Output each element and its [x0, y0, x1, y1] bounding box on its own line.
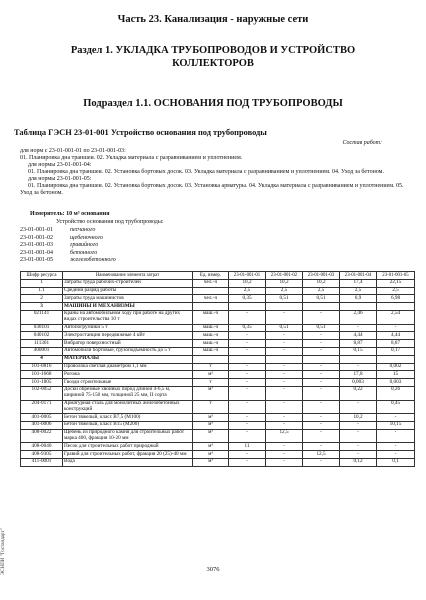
row-name: Затраты труда машинистов [63, 295, 193, 303]
table-row [21, 429, 415, 443]
row-value: - [229, 310, 266, 324]
row-value: - [229, 332, 266, 340]
section-title: Раздел 1. УКЛАДКА ТРУБОПРОВОДОВ И УСТРОЙСТВО КОЛЛЕКТОРОВ [70, 45, 356, 69]
row-unit: м² [193, 371, 229, 379]
row-value: 0,003 [340, 379, 377, 387]
table-row [21, 332, 415, 340]
norm-variant-name: бетонного [70, 249, 98, 256]
row-code: 204-0171 [21, 400, 63, 414]
row-value: - [229, 400, 266, 414]
row-value: - [229, 451, 266, 459]
row-value: 0,22 [340, 386, 377, 400]
row-value: - [266, 363, 303, 371]
row-value: - [229, 414, 266, 422]
row-value: 2,5 [340, 287, 377, 295]
row-value: 10,2 [229, 279, 266, 287]
row-value: 10,15 [377, 421, 415, 429]
page-number: 3076 [206, 566, 220, 573]
row-value: - [266, 400, 303, 414]
table-row [21, 324, 415, 332]
header-code: Шифр ресурса [21, 272, 63, 280]
row-value: 4,44 [340, 332, 377, 340]
header-norm-col: 23-01-001-03 [303, 272, 340, 280]
row-value [303, 303, 340, 311]
row-value: - [266, 340, 303, 348]
table-section-row [21, 355, 415, 363]
row-value: - [303, 414, 340, 422]
header-norm-col: 23-01-001-02 [266, 272, 303, 280]
row-value: 0,12 [340, 458, 377, 466]
row-value: - [340, 421, 377, 429]
row-unit [193, 355, 229, 363]
table-row [21, 287, 415, 295]
work-line: для норм с 23-01-001-01 по 23-01-001-03: [20, 148, 126, 154]
row-value: 11 [229, 443, 266, 451]
header-unit: Ед. измер. [193, 272, 229, 280]
row-value: - [340, 400, 377, 414]
row-value: 0,17 [377, 347, 415, 355]
header-name: Наименование элемента затрат [63, 272, 193, 280]
row-code: 401-0006 [21, 421, 63, 429]
header-norm-col: 23-01-001-04 [340, 272, 377, 280]
row-name: Краны на автомобильном ходу при работе на других видах строительства 10 т [63, 310, 193, 324]
row-value: 0,002 [377, 363, 415, 371]
row-code: 1.1 [21, 287, 63, 295]
row-code: 2 [21, 295, 63, 303]
norm-variants-list [20, 227, 116, 265]
row-value: - [377, 414, 415, 422]
row-name: МАТЕРИАЛЫ [63, 355, 193, 363]
row-unit: м³ [193, 458, 229, 466]
row-code: 040102 [21, 332, 63, 340]
norm-variant [20, 242, 116, 250]
row-value: - [340, 429, 377, 443]
row-value: 0,35 [229, 324, 266, 332]
row-name: Автопогрузчики 5 т [63, 324, 193, 332]
row-value: 6,98 [377, 295, 415, 303]
row-value: 2,5 [303, 287, 340, 295]
row-value: 0,26 [377, 386, 415, 400]
table-row [21, 451, 415, 459]
norm-variant-name: щебеночного [70, 234, 103, 241]
row-value: 0,35 [229, 295, 266, 303]
row-code: 401-0005 [21, 414, 63, 422]
row-value: - [303, 421, 340, 429]
row-value: - [266, 371, 303, 379]
row-unit: м³ [193, 421, 229, 429]
norms-table [20, 271, 415, 467]
row-name: Проволока светлая диаметром 1,1 мм [63, 363, 193, 371]
foundation-caption: Устройство основания под трубопроводы: [56, 219, 164, 225]
row-code: 3 [21, 303, 63, 311]
row-value: 2,5 [377, 287, 415, 295]
work-composition-label: Состав работ: [342, 140, 382, 146]
norm-variant-code: 23-01-001-05 [20, 257, 53, 264]
row-name: МАШИНЫ И МЕХАНИЗМЫ [63, 303, 193, 311]
row-name: Песок для строительных работ природный [63, 443, 193, 451]
table-row [21, 386, 415, 400]
row-unit [193, 303, 229, 311]
row-value [229, 303, 266, 311]
row-unit: м³ [193, 414, 229, 422]
row-code: 408-0040 [21, 443, 63, 451]
row-value: 6,9 [340, 295, 377, 303]
row-code: 408-0022 [21, 429, 63, 443]
row-unit [193, 287, 229, 295]
row-unit: м³ [193, 443, 229, 451]
measure-unit: Измеритель: 10 м³ основания [30, 211, 110, 217]
row-code: 021141 [21, 310, 63, 324]
row-value: - [266, 386, 303, 400]
row-unit: маш.-ч [193, 324, 229, 332]
norm-variant-code: 23-01-001-03 [20, 242, 53, 249]
work-line: 01. Планировка дна траншеи. 02. Укладка материала с разравниванием и уплотнением. [20, 155, 243, 161]
row-value: - [266, 458, 303, 466]
table-row [21, 295, 415, 303]
table-row [21, 371, 415, 379]
row-name: Щебень из природного камня для строительных работ марка 400, фракция 10-20 мм [63, 429, 193, 443]
table-row [21, 400, 415, 414]
row-value: - [303, 310, 340, 324]
row-value: - [303, 429, 340, 443]
row-value: - [303, 443, 340, 451]
row-value [340, 355, 377, 363]
row-unit: чел.-ч [193, 279, 229, 287]
row-value: - [266, 379, 303, 387]
header-norm-col: 23-01-001-01 [229, 272, 266, 280]
row-value: - [229, 379, 266, 387]
row-code: 101-1668 [21, 371, 63, 379]
row-value [377, 303, 415, 311]
row-value: - [340, 324, 377, 332]
row-value: 0,51 [266, 295, 303, 303]
row-value [303, 355, 340, 363]
table-row [21, 363, 415, 371]
row-value: 10,2 [303, 279, 340, 287]
row-value: 4,44 [377, 332, 415, 340]
row-value: - [303, 371, 340, 379]
row-value [340, 303, 377, 311]
norm-variant-code: 23-01-001-02 [20, 234, 53, 241]
row-unit: м³ [193, 429, 229, 443]
row-unit: т [193, 400, 229, 414]
row-code: 408-9305 [21, 451, 63, 459]
row-code: 1 [21, 279, 63, 287]
work-line: 01. Планировка дна траншеи. 02. Установка бортовых досок. 03. Укладка материала с разравниванием и уплотнением. 04. Уход за бетоном. [28, 169, 384, 175]
row-value: - [303, 332, 340, 340]
table-row [21, 443, 415, 451]
work-line: для нормы 23-01-001-04: [28, 162, 92, 168]
norm-variant-name: железобетонного [70, 257, 116, 264]
row-value: - [266, 451, 303, 459]
row-value [229, 355, 266, 363]
table-row [21, 347, 415, 355]
row-name: Гвозди строительные [63, 379, 193, 387]
row-value: - [377, 443, 415, 451]
row-value: 8,87 [340, 340, 377, 348]
table-row [21, 310, 415, 324]
row-value [266, 303, 303, 311]
row-unit: маш.-ч [193, 310, 229, 324]
row-unit: м³ [193, 451, 229, 459]
row-value: - [229, 347, 266, 355]
row-name: Доски обрезные хвойных пород длиной 4-6,5 м, шириной 75-150 мм, толщиной 25 мм, II сорта [63, 386, 193, 400]
norm-variant-name: гравийного [70, 242, 99, 249]
subsection-title: Подраздел 1.1. ОСНОВАНИЯ ПОД ТРУБОПРОВОДЫ [83, 98, 343, 109]
row-value: 2,5 [229, 287, 266, 295]
row-name: Гравий для строительных работ, фракция 20 (25)-40 мм [63, 451, 193, 459]
row-value: - [303, 347, 340, 355]
work-line: 01. Планировка дна траншеи. 02. Установка бортовых досок. 03. Установка арматуры. 04. Укладка материала с разравниванием и уплотнением. 05. Уход за бетоном. [20, 183, 404, 196]
row-value: - [229, 363, 266, 371]
row-value: 10,2 [340, 414, 377, 422]
row-unit: маш.-ч [193, 347, 229, 355]
row-value: 15 [377, 371, 415, 379]
norm-variant [20, 227, 116, 235]
norm-variant-code: 23-01-001-04 [20, 249, 53, 256]
row-value: 0,15 [340, 347, 377, 355]
row-code: 101-1805 [21, 379, 63, 387]
row-value: - [229, 371, 266, 379]
row-value: 17,8 [340, 371, 377, 379]
row-unit: чел.-ч [193, 295, 229, 303]
side-stamp: ЭСНПИ "Гостандарт" [1, 528, 6, 575]
row-value: 0,003 [377, 379, 415, 387]
row-code: 411-0001 [21, 458, 63, 466]
row-value: - [340, 451, 377, 459]
work-line: для нормы 23-01-001-05: [28, 176, 92, 182]
row-value: 2,5 [266, 287, 303, 295]
row-name: Бетон тяжелый, класс В7,5 (М100) [63, 414, 193, 422]
row-value: - [377, 451, 415, 459]
part-title: Часть 23. Канализация - наружные сети [117, 14, 309, 25]
norm-variant-code: 23-01-001-01 [20, 227, 53, 233]
row-value: - [377, 324, 415, 332]
row-value: 2,54 [377, 310, 415, 324]
work-composition-text [20, 148, 414, 197]
row-code: 101-0816 [21, 363, 63, 371]
row-value: - [266, 421, 303, 429]
row-value: 22,15 [377, 279, 415, 287]
row-name: Арматурная сталь для монолитных железобетонных конструкций [63, 400, 193, 414]
row-value: 2,46 [340, 310, 377, 324]
row-value: 12,5 [266, 429, 303, 443]
row-value: - [229, 421, 266, 429]
row-value: - [229, 340, 266, 348]
row-value: - [303, 386, 340, 400]
row-name: Автомобили бортовые, грузоподъемность до 5 т [63, 347, 193, 355]
row-value [266, 355, 303, 363]
row-name: Вода [63, 458, 193, 466]
row-name: Затраты труда рабочих-строителей [63, 279, 193, 287]
row-value: 0,51 [303, 324, 340, 332]
row-value [377, 355, 415, 363]
header-norm-col: 23-01-001-05 [377, 272, 415, 280]
row-value: - [266, 310, 303, 324]
row-code: 030101 [21, 324, 63, 332]
row-value: - [229, 458, 266, 466]
row-code: 111301 [21, 340, 63, 348]
row-value: - [303, 379, 340, 387]
row-code: 400001 [21, 347, 63, 355]
norm-variant [20, 235, 116, 243]
norm-variant [20, 257, 116, 265]
row-value: - [266, 332, 303, 340]
row-value: 0,45 [377, 400, 415, 414]
row-name: Бетон тяжелый, класс В15 (М200) [63, 421, 193, 429]
row-value: 10,2 [266, 279, 303, 287]
row-value: - [303, 340, 340, 348]
row-value: - [266, 443, 303, 451]
row-name: Рогожа [63, 371, 193, 379]
row-value: - [303, 458, 340, 466]
row-value: - [229, 429, 266, 443]
table-title: Таблица ГЭСН 23-01-001 Устройство основания под трубопроводы [14, 128, 267, 137]
row-name: Средний разряд работы [63, 287, 193, 295]
row-value: - [229, 386, 266, 400]
row-value: 0,51 [303, 295, 340, 303]
row-unit: т [193, 363, 229, 371]
row-unit: маш.-ч [193, 332, 229, 340]
row-name: Вибратор поверхностный [63, 340, 193, 348]
row-code: 102-0052 [21, 386, 63, 400]
row-code: 4 [21, 355, 63, 363]
norm-variant-name: песчаного [70, 227, 96, 233]
row-unit: т [193, 379, 229, 387]
row-value: 12,5 [303, 451, 340, 459]
row-value: 17,4 [340, 279, 377, 287]
row-value: 0,51 [266, 324, 303, 332]
row-value: - [266, 414, 303, 422]
row-value: - [340, 363, 377, 371]
row-value: - [303, 400, 340, 414]
table-body [21, 279, 415, 466]
row-value: - [340, 443, 377, 451]
row-value: - [303, 363, 340, 371]
row-value: - [266, 347, 303, 355]
row-value: 0,1 [377, 458, 415, 466]
table-row [21, 458, 415, 466]
row-unit: маш.-ч [193, 340, 229, 348]
table-row [21, 279, 415, 287]
row-value: 8,87 [377, 340, 415, 348]
row-unit: м³ [193, 386, 229, 400]
row-name: Электростанции передвижные 4 кВт [63, 332, 193, 340]
row-value: - [377, 429, 415, 443]
